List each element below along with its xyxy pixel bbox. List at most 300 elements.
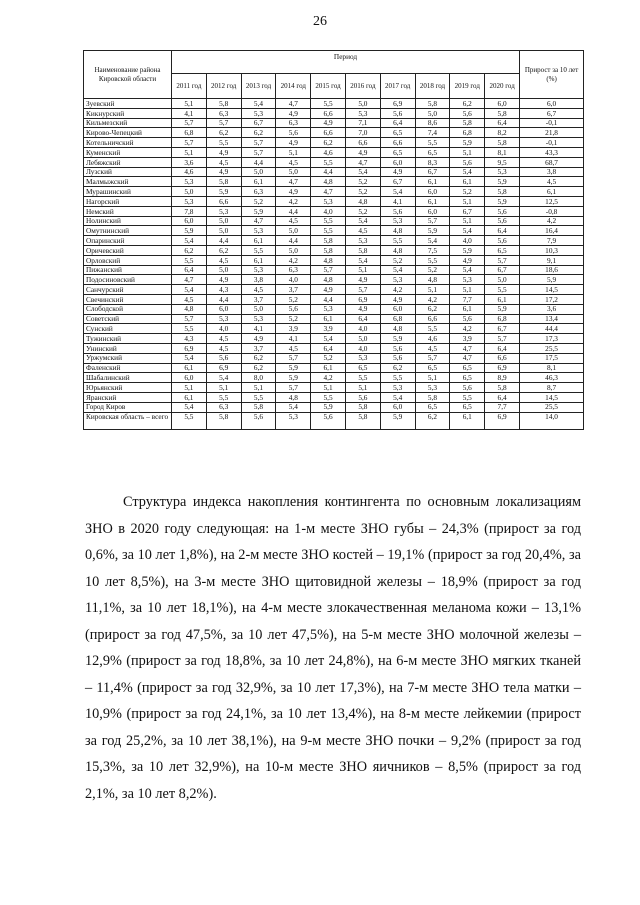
value-cell: 6,4	[311, 343, 346, 353]
value-cell: 4,9	[241, 334, 276, 344]
value-cell: 4,4	[241, 157, 276, 167]
value-cell: 6,9	[172, 343, 207, 353]
value-cell: 5,3	[380, 275, 415, 285]
value-cell: 4,8	[311, 275, 346, 285]
value-cell: 6,6	[311, 128, 346, 138]
value-cell: 5,9	[276, 373, 311, 383]
value-cell: 4,8	[380, 245, 415, 255]
value-cell: 6,0	[415, 206, 450, 216]
district-name-cell: Тужинский	[84, 334, 172, 344]
header-growth: Прирост за 10 лет (%)	[520, 51, 584, 99]
value-cell: 4,7	[450, 343, 485, 353]
value-cell: 4,8	[345, 196, 380, 206]
value-cell: 5,6	[380, 108, 415, 118]
value-cell: 6,2	[241, 353, 276, 363]
value-cell: 5,4	[345, 255, 380, 265]
value-cell: 4,4	[206, 236, 241, 246]
value-cell: 5,9	[485, 177, 520, 187]
value-cell: 5,3	[450, 275, 485, 285]
district-name-cell: Фаленский	[84, 363, 172, 373]
value-cell: 5,7	[241, 147, 276, 157]
value-cell: 4,6	[172, 167, 207, 177]
value-cell: 7,5	[415, 245, 450, 255]
value-cell: 4,4	[311, 294, 346, 304]
value-cell: 5,9	[450, 245, 485, 255]
growth-cell: 10,3	[520, 245, 584, 255]
value-cell: 5,1	[345, 265, 380, 275]
value-cell: 6,1	[450, 412, 485, 429]
value-cell: 6,2	[206, 245, 241, 255]
value-cell: 6,2	[415, 304, 450, 314]
value-cell: 5,1	[241, 383, 276, 393]
header-period: Период	[172, 51, 520, 74]
value-cell: 6,5	[380, 128, 415, 138]
value-cell: 6,1	[311, 314, 346, 324]
growth-cell: 25,5	[520, 402, 584, 412]
value-cell: 5,6	[450, 383, 485, 393]
value-cell: 5,3	[415, 383, 450, 393]
value-cell: 6,4	[172, 265, 207, 275]
value-cell: 7,7	[485, 402, 520, 412]
value-cell: 4,5	[172, 294, 207, 304]
value-cell: 5,7	[172, 118, 207, 128]
value-cell: 6,5	[450, 373, 485, 383]
value-cell: 4,5	[276, 343, 311, 353]
value-cell: 6,0	[206, 304, 241, 314]
table-row	[84, 265, 584, 275]
value-cell: 5,8	[345, 245, 380, 255]
value-cell: 3,8	[241, 275, 276, 285]
growth-cell: 6,1	[520, 187, 584, 197]
value-cell: 4,2	[276, 255, 311, 265]
growth-cell: -0,1	[520, 138, 584, 148]
value-cell: 5,3	[206, 206, 241, 216]
value-cell: 5,1	[415, 285, 450, 295]
table-row	[84, 108, 584, 118]
value-cell: 5,6	[450, 157, 485, 167]
table-row	[84, 285, 584, 295]
value-cell: 7,0	[345, 128, 380, 138]
table-row	[84, 363, 584, 373]
value-cell: 4,0	[276, 275, 311, 285]
district-name-cell: Кильмезский	[84, 118, 172, 128]
value-cell: 5,4	[380, 392, 415, 402]
table-row	[84, 187, 584, 197]
value-cell: 5,0	[276, 226, 311, 236]
value-cell: 5,1	[415, 373, 450, 383]
value-cell: 6,2	[241, 128, 276, 138]
value-cell: 5,7	[415, 216, 450, 226]
value-cell: 5,7	[311, 265, 346, 275]
district-name-cell: Шабалинский	[84, 373, 172, 383]
value-cell: 4,5	[206, 343, 241, 353]
value-cell: 5,0	[276, 245, 311, 255]
table-row	[84, 118, 584, 128]
value-cell: 8,0	[241, 373, 276, 383]
value-cell: 5,1	[345, 383, 380, 393]
table-row	[84, 245, 584, 255]
value-cell: 4,6	[415, 334, 450, 344]
growth-cell: 17,3	[520, 334, 584, 344]
value-cell: 5,1	[172, 99, 207, 109]
table-row	[84, 128, 584, 138]
table-row	[84, 167, 584, 177]
growth-cell: 7,9	[520, 236, 584, 246]
value-cell: 5,6	[485, 216, 520, 226]
table-row	[84, 216, 584, 226]
value-cell: 6,0	[172, 373, 207, 383]
value-cell: 4,0	[345, 324, 380, 334]
value-cell: 4,8	[380, 324, 415, 334]
value-cell: 5,9	[206, 187, 241, 197]
value-cell: 5,8	[311, 236, 346, 246]
value-cell: 6,2	[172, 245, 207, 255]
value-cell: 5,8	[206, 412, 241, 429]
table-row	[84, 383, 584, 393]
value-cell: 5,7	[276, 353, 311, 363]
value-cell: 5,0	[241, 304, 276, 314]
value-cell: 5,8	[311, 245, 346, 255]
value-cell: 5,5	[241, 245, 276, 255]
value-cell: 6,4	[345, 314, 380, 324]
growth-cell: -0,8	[520, 206, 584, 216]
value-cell: 6,5	[450, 402, 485, 412]
value-cell: 5,5	[415, 324, 450, 334]
value-cell: 5,4	[380, 187, 415, 197]
value-cell: 6,2	[241, 363, 276, 373]
header-year: 2017 год	[380, 74, 415, 99]
value-cell: 4,2	[276, 196, 311, 206]
value-cell: 6,1	[485, 294, 520, 304]
value-cell: 5,3	[345, 108, 380, 118]
table-row	[84, 343, 584, 353]
district-name-cell: Юрьянский	[84, 383, 172, 393]
table-row	[84, 275, 584, 285]
district-name-cell: Сунский	[84, 324, 172, 334]
value-cell: 5,6	[485, 236, 520, 246]
value-cell: 5,8	[345, 412, 380, 429]
value-cell: 6,3	[206, 108, 241, 118]
value-cell: 5,0	[276, 167, 311, 177]
value-cell: 7,1	[345, 118, 380, 128]
value-cell: 5,8	[485, 383, 520, 393]
value-cell: 5,4	[415, 236, 450, 246]
value-cell: 8,3	[415, 157, 450, 167]
value-cell: 4,9	[206, 275, 241, 285]
value-cell: 4,9	[345, 304, 380, 314]
value-cell: 6,5	[415, 402, 450, 412]
value-cell: 6,5	[415, 363, 450, 373]
value-cell: 5,5	[415, 138, 450, 148]
value-cell: 6,1	[172, 392, 207, 402]
value-cell: 5,5	[450, 392, 485, 402]
value-cell: 5,7	[172, 138, 207, 148]
value-cell: 6,8	[172, 128, 207, 138]
value-cell: 4,6	[311, 147, 346, 157]
value-cell: 4,9	[276, 108, 311, 118]
value-cell: 6,3	[276, 265, 311, 275]
value-cell: 4,1	[241, 324, 276, 334]
header-year: 2011 год	[172, 74, 207, 99]
growth-cell: 8,1	[520, 363, 584, 373]
header-year: 2015 год	[311, 74, 346, 99]
value-cell: 5,6	[345, 392, 380, 402]
body-text	[85, 489, 581, 807]
value-cell: 5,3	[345, 236, 380, 246]
value-cell: 5,2	[450, 187, 485, 197]
table-row	[84, 255, 584, 265]
value-cell: 3,9	[311, 324, 346, 334]
value-cell: 5,8	[485, 108, 520, 118]
header-year: 2018 год	[415, 74, 450, 99]
value-cell: 6,4	[485, 118, 520, 128]
value-cell: 5,1	[450, 196, 485, 206]
value-cell: 6,6	[485, 353, 520, 363]
value-cell: 5,8	[241, 402, 276, 412]
value-cell: 6,7	[450, 206, 485, 216]
value-cell: 3,7	[276, 285, 311, 295]
value-cell: 5,2	[345, 177, 380, 187]
value-cell: 5,7	[345, 285, 380, 295]
body-paragraph: Структура индекса накопления контингента по основным локализациям ЗНО в 2020 году следующая: на 1-м месте ЗНО губы – 24,3% (прирост за год 0,6%, за 10 лет 1,8%), на 2-м месте ЗНО костей – 19,1% (прирост за год 20,4%, за 10 лет 8,5%), на 3-м месте ЗНО щитовидной железы – 18,9% (прирост за год 11,1%, за 10 лет 18,1%), на 4-м месте злокачественная меланома кожи – 13,1% (прирост за год 47,5%, за 10 лет 47,5%), на 5-м месте ЗНО молочной железы – 12,9% (прирост за год 18,8%, за 10 лет 24,8%), на 6-м месте ЗНО мягких тканей – 11,4% (прирост за год 32,9%, за 10 лет 17,3%), на 7-м месте ЗНО тела матки – 10,9% (прирост за год 24,1%, за 10 лет 13,4%), на 8-м месте лейкемии (прирост за год 25,2%, за 10 лет 38,1%), на 9-м месте ЗНО почки – 9,2% (прирост за год 15,3%, за 10 лет 32,9%), на 10-м месте ЗНО яичников – 8,5% (прирост за год 2,1%, за 10 лет 8,2%).	[85, 494, 581, 802]
value-cell: 6,4	[485, 343, 520, 353]
value-cell: 8,6	[415, 118, 450, 128]
table-row	[84, 226, 584, 236]
value-cell: 4,7	[311, 187, 346, 197]
value-cell: 5,5	[172, 412, 207, 429]
growth-cell: 14,5	[520, 285, 584, 295]
value-cell: 5,5	[206, 392, 241, 402]
district-name-cell: Лебяжский	[84, 157, 172, 167]
value-cell: 3,9	[450, 334, 485, 344]
value-cell: 5,3	[241, 226, 276, 236]
value-cell: 5,0	[345, 99, 380, 109]
table-row	[84, 206, 584, 216]
value-cell: 4,7	[276, 99, 311, 109]
table-row	[84, 334, 584, 344]
value-cell: 8,2	[485, 128, 520, 138]
value-cell: 5,2	[380, 255, 415, 265]
value-cell: 6,0	[380, 157, 415, 167]
value-cell: 5,2	[311, 353, 346, 363]
growth-cell: 14,0	[520, 412, 584, 429]
value-cell: 6,1	[241, 177, 276, 187]
value-cell: 6,1	[415, 177, 450, 187]
value-cell: 5,9	[485, 196, 520, 206]
value-cell: 5,0	[345, 334, 380, 344]
value-cell: 5,8	[415, 392, 450, 402]
table-row	[84, 294, 584, 304]
value-cell: 5,9	[450, 138, 485, 148]
value-cell: 6,2	[311, 138, 346, 148]
table-row	[84, 99, 584, 109]
growth-cell: 68,7	[520, 157, 584, 167]
value-cell: 5,4	[450, 265, 485, 275]
value-cell: 6,2	[380, 363, 415, 373]
district-name-cell: Санчурский	[84, 285, 172, 295]
value-cell: 5,0	[415, 108, 450, 118]
value-cell: 6,3	[206, 402, 241, 412]
value-cell: 4,8	[276, 392, 311, 402]
value-cell: 5,7	[415, 353, 450, 363]
table-row	[84, 147, 584, 157]
value-cell: 5,0	[206, 216, 241, 226]
value-cell: 4,2	[415, 294, 450, 304]
district-name-cell: Кикнурский	[84, 108, 172, 118]
district-name-cell: Куменский	[84, 147, 172, 157]
growth-cell: 9,1	[520, 255, 584, 265]
value-cell: 6,6	[345, 138, 380, 148]
growth-cell: 3,8	[520, 167, 584, 177]
growth-cell: 43,3	[520, 147, 584, 157]
value-cell: 5,9	[241, 206, 276, 216]
value-cell: 5,9	[311, 402, 346, 412]
value-cell: 5,6	[206, 353, 241, 363]
value-cell: 6,1	[241, 255, 276, 265]
value-cell: 5,4	[450, 167, 485, 177]
value-cell: 5,7	[276, 383, 311, 393]
value-cell: 5,3	[241, 108, 276, 118]
header-year: 2012 год	[206, 74, 241, 99]
value-cell: 5,7	[172, 314, 207, 324]
value-cell: 4,8	[172, 304, 207, 314]
value-cell: 8,9	[485, 373, 520, 383]
value-cell: 4,8	[415, 275, 450, 285]
growth-cell: 46,3	[520, 373, 584, 383]
value-cell: 9,5	[485, 157, 520, 167]
value-cell: 5,8	[206, 177, 241, 187]
value-cell: 4,5	[276, 216, 311, 226]
value-cell: 5,8	[450, 118, 485, 128]
value-cell: 4,1	[276, 334, 311, 344]
value-cell: 5,9	[276, 363, 311, 373]
value-cell: 4,0	[311, 206, 346, 216]
table-row	[84, 392, 584, 402]
value-cell: 5,3	[276, 412, 311, 429]
table-row	[84, 177, 584, 187]
value-cell: 4,0	[450, 236, 485, 246]
value-cell: 4,9	[276, 187, 311, 197]
value-cell: 4,7	[345, 157, 380, 167]
value-cell: 4,7	[450, 353, 485, 363]
value-cell: 7,4	[415, 128, 450, 138]
value-cell: 4,3	[206, 285, 241, 295]
value-cell: 6,1	[311, 363, 346, 373]
district-name-cell: Орловский	[84, 255, 172, 265]
page-number: 26	[313, 14, 327, 29]
value-cell: 6,1	[172, 363, 207, 373]
growth-cell: 44,4	[520, 324, 584, 334]
value-cell: 6,2	[415, 412, 450, 429]
value-cell: 4,8	[311, 177, 346, 187]
value-cell: 5,1	[450, 216, 485, 226]
value-cell: 6,0	[380, 402, 415, 412]
value-cell: 6,7	[485, 265, 520, 275]
value-cell: 5,4	[172, 236, 207, 246]
value-cell: 6,9	[206, 363, 241, 373]
value-cell: 4,1	[380, 196, 415, 206]
value-cell: 5,2	[345, 206, 380, 216]
value-cell: 4,5	[276, 157, 311, 167]
growth-cell: 5,9	[520, 275, 584, 285]
value-cell: 5,4	[345, 216, 380, 226]
value-cell: 5,3	[206, 314, 241, 324]
district-name-cell: Лузский	[84, 167, 172, 177]
value-cell: 6,6	[311, 108, 346, 118]
value-cell: 5,3	[311, 304, 346, 314]
value-cell: 4,9	[380, 167, 415, 177]
value-cell: 4,9	[345, 147, 380, 157]
value-cell: 6,1	[415, 196, 450, 206]
table-row	[84, 353, 584, 363]
district-name-cell: Нагорский	[84, 196, 172, 206]
table-row	[84, 304, 584, 314]
value-cell: 4,5	[206, 334, 241, 344]
value-cell: 6,1	[450, 304, 485, 314]
district-name-cell: Опаринский	[84, 236, 172, 246]
value-cell: 4,5	[206, 255, 241, 265]
value-cell: 4,5	[206, 157, 241, 167]
value-cell: 5,6	[485, 206, 520, 216]
value-cell: 4,7	[241, 216, 276, 226]
value-cell: 5,3	[345, 353, 380, 363]
value-cell: 3,7	[241, 294, 276, 304]
value-cell: 6,8	[485, 314, 520, 324]
value-cell: 4,4	[276, 236, 311, 246]
value-cell: 6,1	[241, 236, 276, 246]
table-body	[84, 99, 584, 430]
value-cell: 5,5	[172, 255, 207, 265]
value-cell: 4,4	[276, 206, 311, 216]
value-cell: 6,7	[415, 167, 450, 177]
value-cell: 4,0	[345, 343, 380, 353]
value-cell: 5,4	[311, 334, 346, 344]
value-cell: 5,2	[276, 294, 311, 304]
value-cell: 5,4	[241, 99, 276, 109]
value-cell: 6,9	[485, 412, 520, 429]
district-name-cell: Котельничский	[84, 138, 172, 148]
value-cell: 5,6	[311, 412, 346, 429]
value-cell: 5,2	[345, 187, 380, 197]
value-cell: 5,1	[450, 147, 485, 157]
district-name-cell: Нолинский	[84, 216, 172, 226]
value-cell: 4,9	[206, 147, 241, 157]
value-cell: 6,7	[241, 118, 276, 128]
value-cell: 6,0	[415, 187, 450, 197]
table-row	[84, 412, 584, 429]
growth-cell: 6,0	[520, 99, 584, 109]
value-cell: 6,5	[380, 147, 415, 157]
value-cell: 4,4	[311, 167, 346, 177]
value-cell: 4,8	[311, 255, 346, 265]
value-cell: 4,8	[380, 226, 415, 236]
value-cell: 6,6	[206, 196, 241, 206]
value-cell: 6,5	[450, 363, 485, 373]
growth-cell: 4,2	[520, 216, 584, 226]
value-cell: 6,7	[380, 177, 415, 187]
value-cell: 5,5	[311, 216, 346, 226]
value-cell: 5,3	[172, 196, 207, 206]
value-cell: 5,5	[380, 373, 415, 383]
value-cell: 5,8	[485, 187, 520, 197]
growth-cell: 3,6	[520, 304, 584, 314]
table-row	[84, 373, 584, 383]
value-cell: 5,6	[276, 304, 311, 314]
value-cell: 5,6	[241, 412, 276, 429]
value-cell: 5,1	[206, 383, 241, 393]
value-cell: 4,2	[450, 324, 485, 334]
value-cell: 5,4	[172, 285, 207, 295]
